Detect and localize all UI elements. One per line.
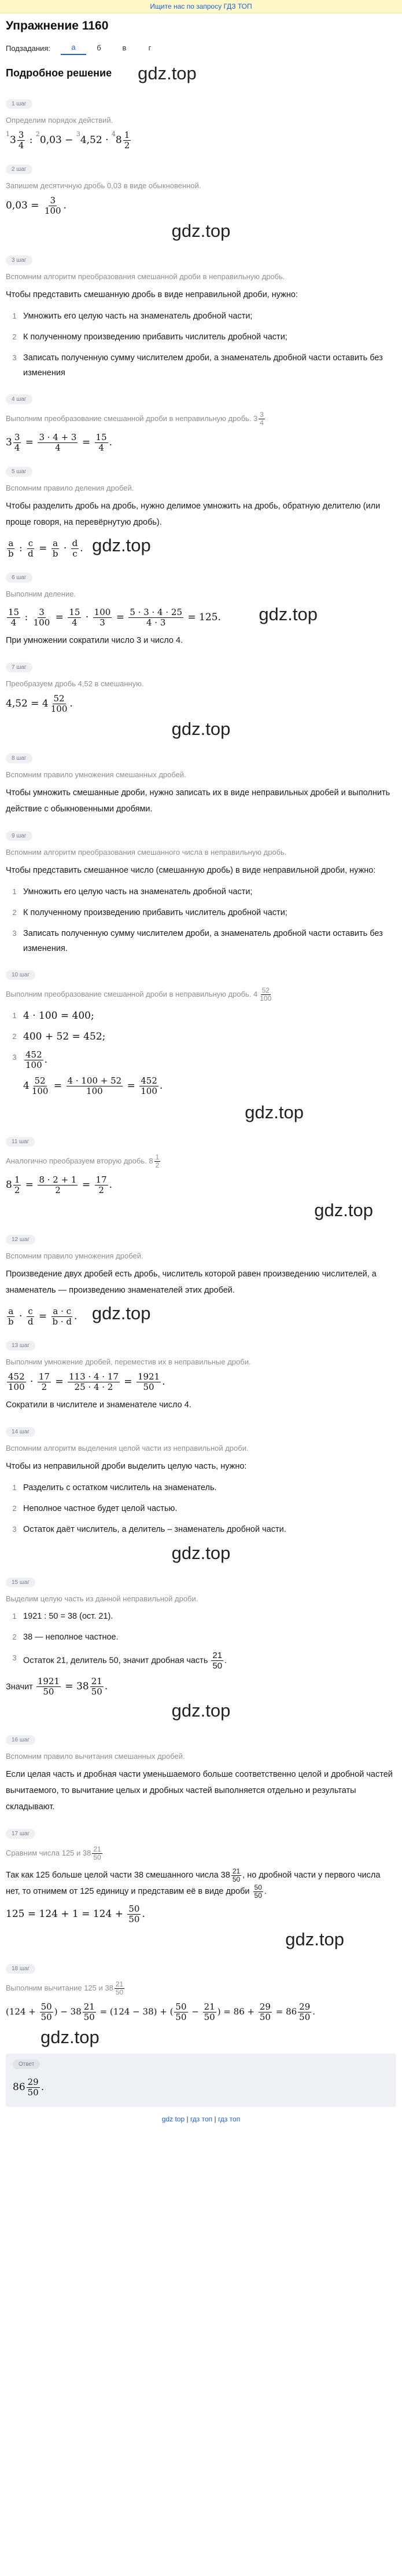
watermark: gdz.top [171, 719, 231, 739]
promo-link[interactable]: Ищите нас по запросу ГДЗ ТОП [150, 2, 252, 10]
formula: 8 $\frac{1}{2}$ = $\frac{8 \cdot 2 + 1}{2}$ = $\frac{17}{2}$ . [6, 1174, 113, 1195]
step-17 [6, 1821, 396, 1950]
rule-text: Чтобы умножить смешанные дроби, нужно записать их в виде неправильных дробей и выполнить действие с обыкновенными дробями. [6, 788, 390, 814]
list-item: 1 Умножить его целую часть на знаменатель дробной части; [12, 887, 253, 897]
formula: $\frac{15}{4}$ : $\frac{3}{100}$ = $\frac{15}{4}$ · $\frac{100}{3}$ = $\frac{5 \cdot 3 \cdot 4 \cdot 25}{4 \cdot 3}$ = 125. gdz.top [8, 604, 318, 628]
step-badge: 15 шаг [6, 1578, 35, 1587]
step-14 [6, 1419, 396, 1564]
step-badge: 3 шаг [6, 255, 32, 265]
step-desc: Выполним умножение дробей, переместив их в неправильные дроби. [6, 1357, 251, 1366]
step-desc: Вспомним алгоритм преобразования смешанной дроби в неправильную дробь. [6, 272, 285, 281]
step-15 [6, 1569, 396, 1721]
rule-text: Чтобы разделить дробь на дробь, нужно делимое умножить на дробь, обратную делителю (или проще говоря, на перевёрнутую дробь). [6, 502, 381, 527]
footer-link[interactable]: гдз топ [190, 2115, 213, 2123]
list-item: 3 Записать полученную сумму числителем дроби, а знаменатель дробной части оставить без изменения. [12, 929, 383, 953]
step-badge: 14 шаг [6, 1427, 35, 1437]
step-badge: 13 шаг [6, 1341, 35, 1351]
formula: $\frac{a}{b}$ : $\frac{c}{d}$ = $\frac{a}{b}$ · $\frac{d}{c}$ . gdz.top [8, 535, 151, 559]
watermark: gdz.top [171, 1543, 231, 1563]
step-10 [6, 962, 396, 1123]
tab-a[interactable]: а [61, 41, 86, 55]
step-desc: Вспомним правило умножения дробей. [6, 1252, 143, 1260]
step-badge: 1 шаг [6, 99, 32, 109]
rule-intro: Чтобы представить смешанную дробь в виде неправильной дроби, нужно: [6, 290, 298, 299]
step-desc: Выделим целую часть из данной неправильной дроби. [6, 1594, 198, 1603]
list-item: 1 Разделить с остатком числитель на знаменатель. [12, 1483, 217, 1492]
footer-link[interactable]: гдз топ [217, 2115, 241, 2123]
list-item: 2 К полученному произведению прибавить числитель дробной части; [12, 332, 287, 342]
step-13 [6, 1333, 396, 1413]
rule-list [6, 1480, 396, 1537]
solution-title: Подробное решение gdz.top [6, 63, 197, 83]
footer: gdz top | гдз топ | гдз топ [161, 2115, 241, 2123]
step-16 [6, 1727, 396, 1815]
rule-text: Произведение двух дробей есть дробь, числитель которой равен произведению числителей, а знаменатель — произведению знаменателей этих дробей. [6, 1269, 377, 1295]
conclusion: Значит $\frac{1921}{50}$ = 38 $\frac{21}{50}$ . [6, 1676, 108, 1697]
step-badge: 16 шаг [6, 1735, 35, 1745]
step-2 [6, 156, 396, 241]
step-desc: Выполним вычитание 125 и 38 $\frac{21}{50}$ [6, 1980, 124, 1996]
comparison-text: Так как 125 больше целой части 38 смешанного числа 38 $\frac{21}{50}$ , но дробной части у первого числа нет, то отнимем от 125 единицу и представим её в виде дроби $\frac{50}{50}$ . [6, 1867, 381, 1900]
list-item: 3 Записать полученную сумму числителем дроби, а знаменатель дробной части оставить без изменения [12, 353, 383, 378]
step-badge: 18 шаг [6, 1964, 35, 1974]
calc-list [6, 1609, 396, 1671]
list-item: 2 400 + 52 = 452; [12, 1031, 106, 1042]
step-7 [6, 654, 396, 740]
step-badge: 7 шаг [6, 663, 32, 672]
watermark: gdz.top [285, 1929, 344, 1949]
watermark: gdz.top [138, 63, 197, 83]
step-desc: Вспомним правило умножения смешанных дробей. [6, 770, 186, 779]
watermark: gdz.top [171, 1700, 231, 1721]
step-desc: Выполним преобразование смешанной дроби в неправильную дробь. 3 $\frac{3}{4}$ [6, 411, 264, 427]
step-badge: 6 шаг [6, 573, 32, 583]
list-item: 1 1921 : 50 = 38 (ост. 21). [12, 1612, 113, 1621]
step-desc: Сравним числа 125 и 38 $\frac{21}{50}$ [6, 1845, 101, 1861]
watermark: gdz.top [171, 221, 231, 241]
step-desc: Выполним деление. [6, 590, 76, 598]
page-content [0, 19, 402, 2123]
note: Сократили в числителе и знаменателе число 4. [6, 1400, 191, 1410]
note: При умножении сократили число 3 и число 4. [6, 636, 183, 645]
step-desc: Запишем десятичную дробь 0,03 в виде обыкновенной. [6, 181, 201, 190]
footer-link[interactable]: gdz top [161, 2115, 185, 2123]
step-11 [6, 1129, 396, 1221]
expression: $^1$3 $\frac{3}{4}$ : $^2$0,03 − $^3$4,52 · $^4$8 $\frac{1}{2}$ [6, 130, 130, 151]
answer-box [6, 2054, 396, 2107]
step-desc: Выполним преобразование смешанной дроби в неправильную дробь. 4 $\frac{52}{100}$ [6, 986, 272, 1002]
list-item: 2 Неполное частное будет целой частью. [12, 1504, 178, 1513]
answer-value: 86 $\frac{29}{50}$ . [13, 2077, 45, 2098]
step-desc: Определим порядок действий. [6, 116, 113, 125]
step-badge: 11 шаг [6, 1137, 35, 1147]
list-item: 3 $\frac{452}{100}$ . [12, 1049, 48, 1070]
watermark: gdz.top [259, 604, 318, 624]
step-9 [6, 823, 396, 956]
step-badge: 4 шаг [6, 394, 32, 404]
step-5 [6, 459, 396, 559]
step-badge: 2 шаг [6, 164, 32, 174]
step-desc: Аналогично преобразуем вторую дробь. 8 $\frac{1}{2}$ [6, 1153, 160, 1169]
rule-list [6, 309, 396, 380]
list-item: 3 Остаток 21, делитель 50, значит дробная часть $\frac{21}{50}$ . [12, 1651, 227, 1671]
rule-text: Если целая часть и дробная части уменьшаемого больше соответственно целой и дробной частей вычитаемого, то вычитание целых и дробных частей выполняется отдельно и результаты складывают. [6, 1770, 393, 1812]
formula: $\frac{a}{b}$ · $\frac{c}{d}$ = $\frac{a \cdot c}{b \cdot d}$ . gdz.top [8, 1303, 151, 1327]
tab-g[interactable]: г [148, 43, 152, 52]
tab-b[interactable]: б [97, 43, 101, 52]
step-badge: 10 шаг [6, 970, 35, 980]
step-badge: 17 шаг [6, 1829, 35, 1839]
watermark: gdz.top [92, 535, 151, 555]
formula: $\frac{452}{100}$ · $\frac{17}{2}$ = $\frac{113 \cdot 4 \cdot 17}{25 \cdot 4 \cdot 2}$ = $\frac{1921}{50}$ . [8, 1371, 165, 1392]
step-4 [6, 386, 396, 453]
step-desc: Вспомним правило вычитания смешанных дробей. [6, 1752, 185, 1761]
watermark: gdz.top [314, 1200, 373, 1220]
step-badge: 8 шаг [6, 753, 32, 763]
step-desc: Вспомним алгоритм выделения целой части из неправильной дроби. [6, 1444, 249, 1452]
subtasks-label: Подзадания: [6, 43, 50, 53]
promo-bar [0, 0, 402, 13]
list-item: 4 $\frac{52}{100}$ = $\frac{4 \cdot 100 + 52}{100}$ = $\frac{452}{100}$ . [23, 1075, 163, 1096]
rule-intro: Чтобы представить смешанное число (смешанную дробь) в виде неправильной дроби, нужно: [6, 866, 376, 875]
step-desc: Преобразуем дробь 4,52 в смешанную. [6, 679, 144, 688]
formula: 0,03 = $\frac{3}{100}$ . [6, 195, 67, 216]
formula: 125 = 124 + 1 = 124 + $\frac{50}{50}$ . [6, 1904, 145, 1924]
list-item: 1 4 · 100 = 400; [12, 1010, 94, 1022]
step-desc: Вспомним алгоритм преобразования смешанного числа в неправильную дробь. [6, 848, 287, 857]
step-8 [6, 745, 396, 817]
subtask-selector [6, 41, 396, 55]
list-item: 1 Умножить его целую часть на знаменатель дробной части; [12, 312, 253, 321]
step-6 [6, 565, 396, 649]
watermark: gdz.top [245, 1102, 304, 1122]
list-item: 2 К полученному произведению прибавить числитель дробной части; [12, 908, 287, 917]
formula: 3 $\frac{3}{4}$ = $\frac{3 \cdot 4 + 3}{4}$ = $\frac{15}{4}$ . [6, 432, 113, 453]
formula: 4,52 = 4 $\frac{52}{100}$ . [6, 693, 73, 714]
tab-v[interactable]: в [122, 43, 127, 52]
step-badge: 5 шаг [6, 467, 32, 477]
watermark: gdz.top [91, 1303, 151, 1323]
step-12 [6, 1227, 396, 1327]
step-3 [6, 247, 396, 380]
list-item: 2 38 — неполное частное. [12, 1633, 119, 1642]
step-desc: Вспомним правило деления дробей. [6, 484, 134, 492]
watermark: gdz.top [40, 2027, 99, 2047]
answer-badge: Ответ [13, 2059, 40, 2069]
calc-list [6, 1008, 396, 1096]
step-badge: 12 шаг [6, 1235, 35, 1245]
step-18 [6, 1956, 396, 2048]
rule-list [6, 884, 396, 956]
page-title: Упражнение 1160 [6, 19, 109, 32]
rule-intro: Чтобы из неправильной дроби выделить целую часть, нужно: [6, 1462, 247, 1471]
formula: (124 + $\frac{50}{50}$ ) − 38 $\frac{21}{50}$ = (124 − 38) + ( $\frac{50}{50}$ − $\frac{21}{50}$ ) = 86 + $\frac{29}{50}$ = 86 $\frac{29}{50}$ . [6, 2001, 316, 2022]
list-item: 3 Остаток даёт числитель, а делитель – знаменатель дробной части. [12, 1525, 286, 1534]
step-1 [6, 91, 396, 151]
step-badge: 9 шаг [6, 831, 32, 841]
